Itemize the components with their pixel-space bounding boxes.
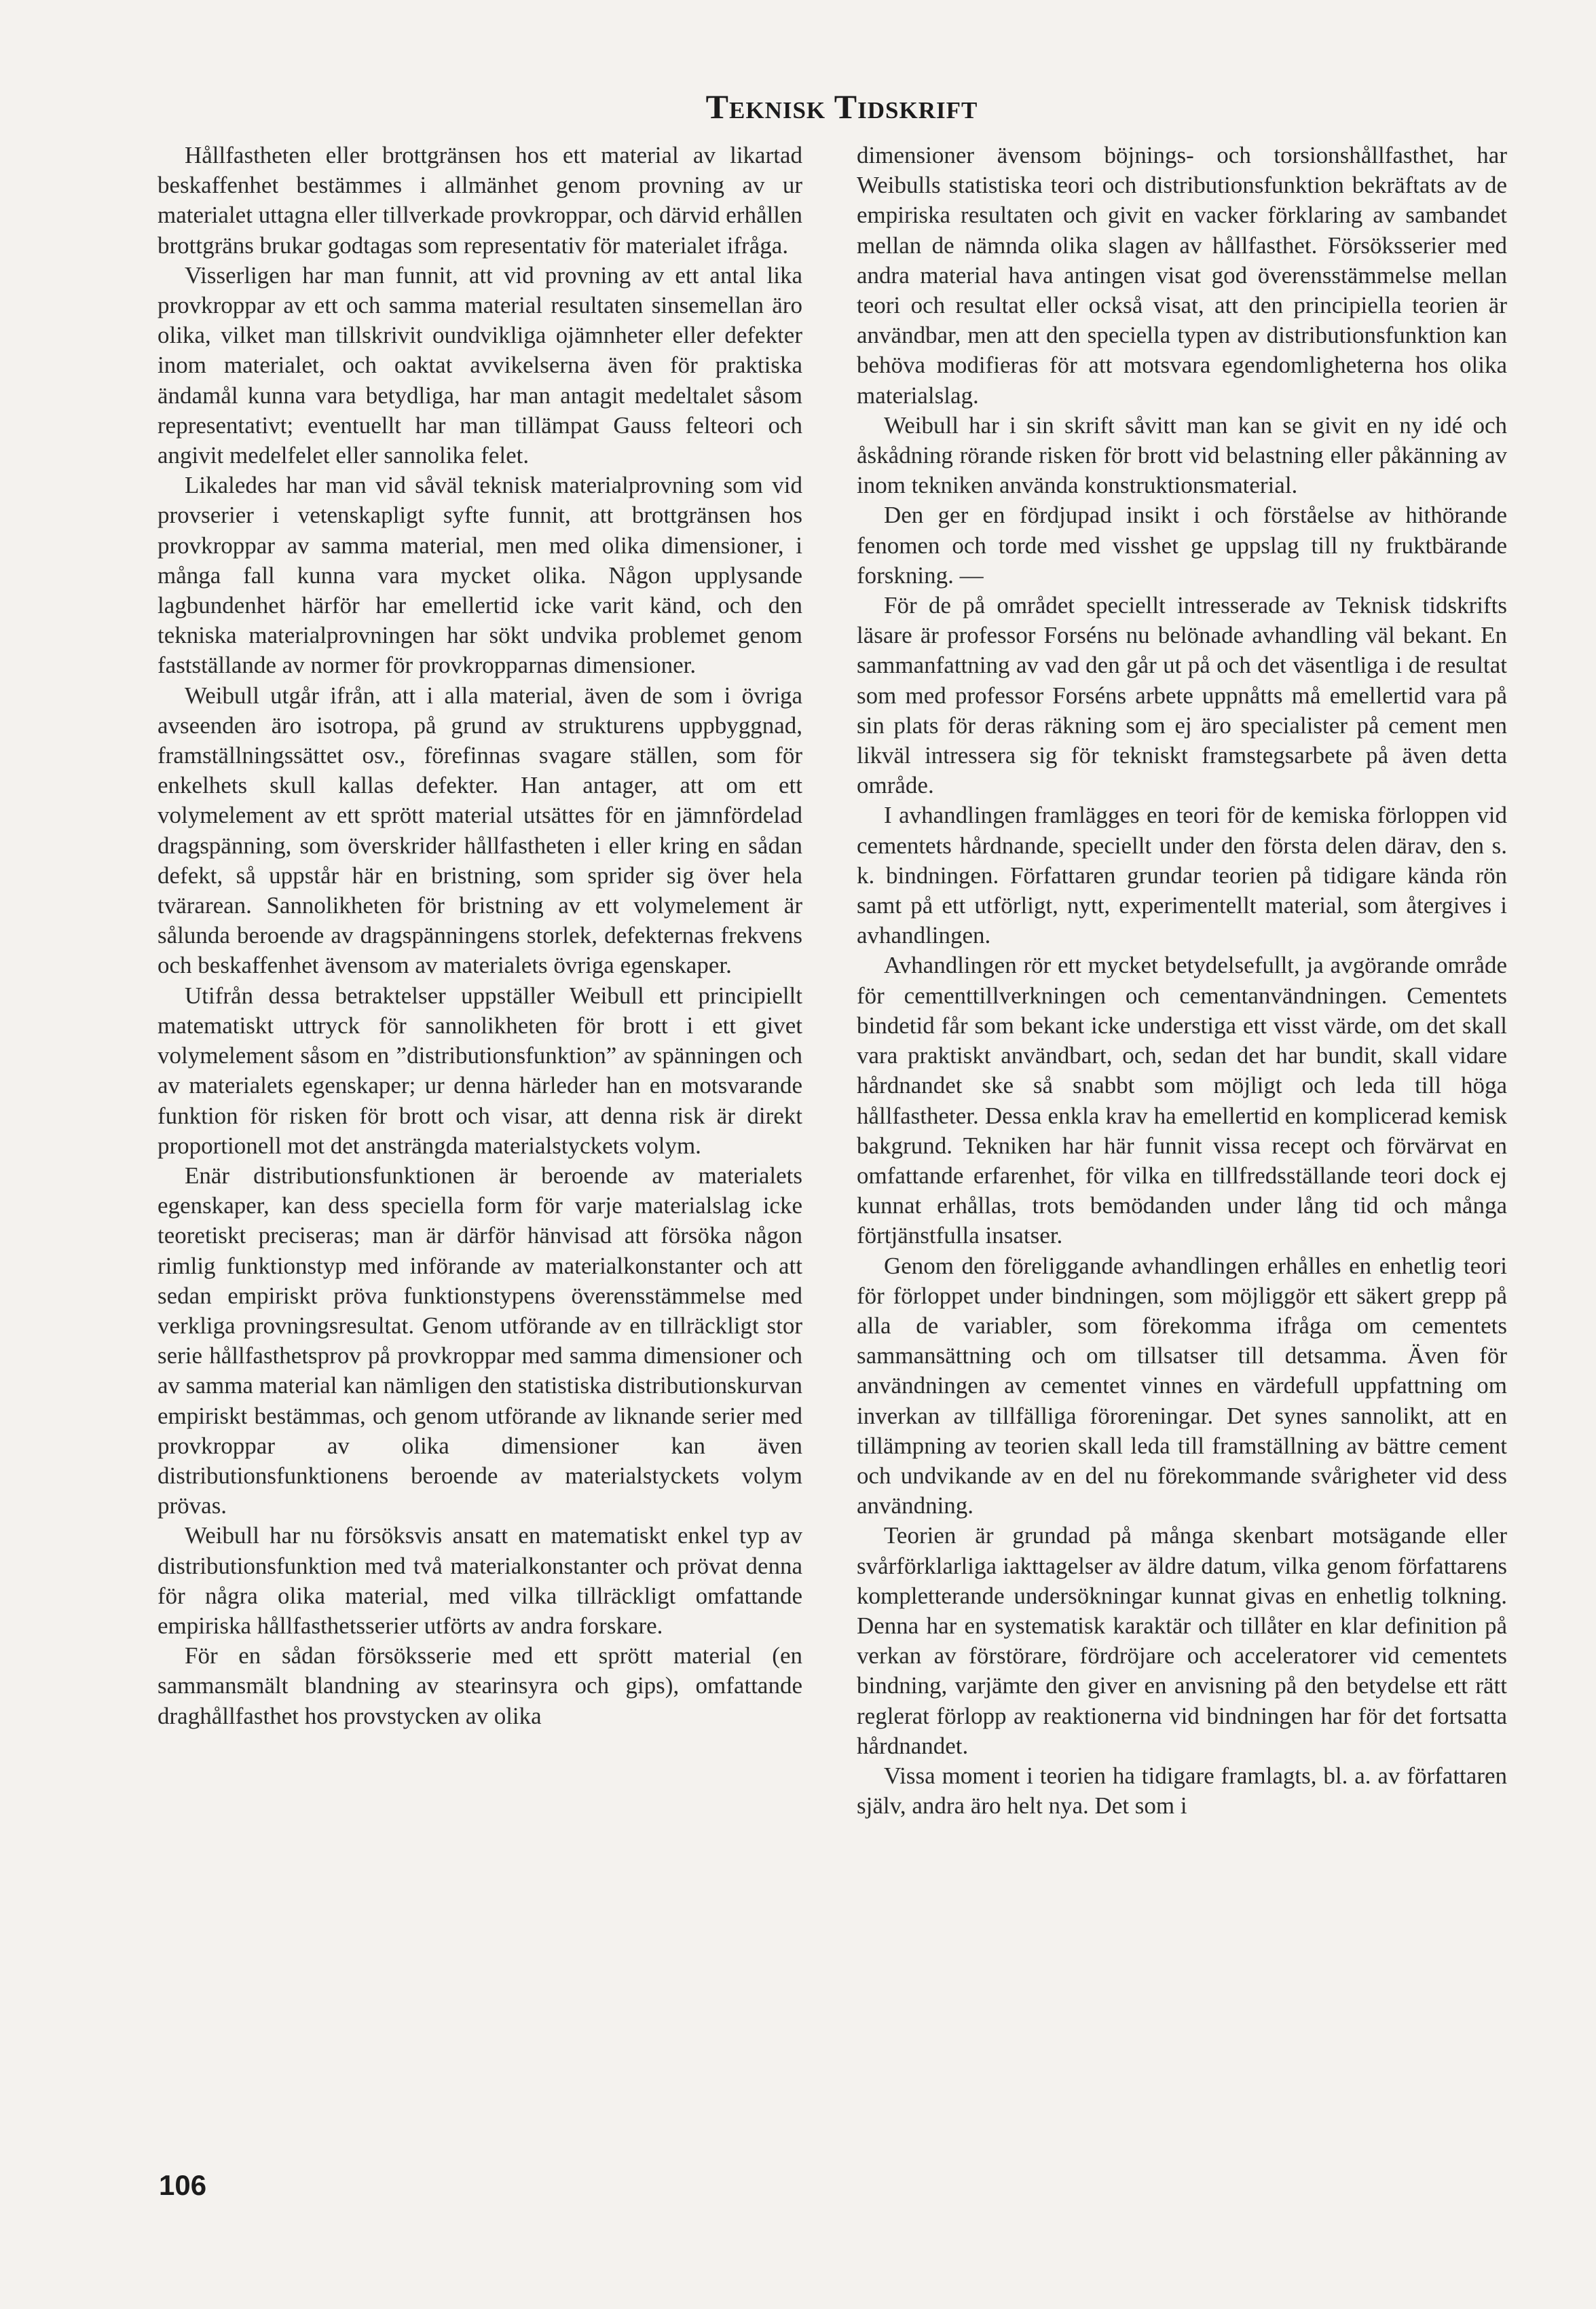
paragraph: Avhandlingen rör ett mycket betydelsefullt, ja avgörande område för cementtillverkningen och cementanvändningen. Cementets bindetid får som bekant icke understiga ett visst värde, om det skall vara praktiskt användbart, och, sedan det har bundit, skall vidare hårdnandet ske så snabbt som möjligt och leda till höga hållfastheter. Dessa enkla krav ha emellertid en komplicerad kemisk bakgrund. Tekniken har här funnit vissa recept och förvärvat en omfattande erfarenhet, för vilka en tillfredsställande teori dock ej kunnat erhållas, trots bemödanden under lång tid och många förtjänstfulla insatser. (857, 952, 1507, 1249)
paragraph: För en sådan försöksserie med ett sprött material (en sammansmält blandning av stearinsyra och gips), omfattande draghållfasthet hos provstycken av olika (157, 1642, 802, 1729)
left-text-column (157, 141, 802, 1731)
paragraph: För de på området speciellt intresserade av Teknisk tidskrifts läsare är professor Forséns nu belönade avhandling väl bekant. En sammanfattning av vad den går ut på och det väsentliga i de resultat som med professor Forséns arbete uppnåtts må emellertid vara på sin plats för deras räkning som ej äro specialister på cement men likväl intressera sig för tekniskt framstegsarbete på även detta område. (857, 592, 1507, 799)
paragraph: Hållfastheten eller brottgränsen hos ett material av likartad beskaffenhet bestämmes i allmänhet genom provning av ur materialet uttagna eller tillverkade provkroppar, och därvid erhållen brottgräns brukar godtagas som representativ för materialet ifråga. (157, 142, 802, 259)
paragraph: Weibull har i sin skrift såvitt man kan se givit en ny idé och åskådning rörande risken för brott vid belastning eller påkänning av inom tekniken använda konstruktionsmaterial. (857, 411, 1507, 499)
paragraph: Vissa moment i teorien ha tidigare framlagts, bl. a. av författaren själv, andra äro helt nya. Det som i (857, 1762, 1507, 1820)
page-number: 106 (159, 2169, 207, 2201)
paragraph: Weibull har nu försöksvis ansatt en matematiskt enkel typ av distributionsfunktion med två materialkonstanter och prövat denna för några olika material, med vilka tillräckligt omfattande empiriska hållfasthetsserier utförts av andra forskare. (157, 1522, 802, 1639)
paragraph: Weibull utgår ifrån, att i alla material, även de som i övriga avseenden äro isotropa, på grund av strukturens uppbyggnad, framställningssättet osv., förefinnas svagare ställen, som för enkelhets skull kallas defekter. Han antager, att om ett volymelement av ett sprött material utsättes för en jämnfördelad dragspänning, som överskrider hållfastheten i eller kring en sådan defekt, så uppstår här en bristning, som sprider sig över hela tvärarean. Sannolikheten för bristning av ett volymelement är sålunda beroende av dragspänningens storlek, defekternas frekvens och beskaffenhet ävensom av materialets övriga egenskaper. (157, 682, 802, 979)
right-text-column (857, 141, 1507, 1821)
journal-masthead: Teknisk Tidskrift (705, 88, 978, 126)
paragraph: Genom den föreliggande avhandlingen erhålles en enhetlig teori för förloppet under bindningen, som möjliggör ett säkert grepp på alla de variabler, som förekomma ifråga om cementets sammansättning och om tillsatser till detsamma. Även för användningen av cementet vinnes en värdefull uppfattning om inverkan av tillfälliga föroreningar. Det synes sannolikt, att en tillämpning av teorien skall leda till framställning av bättre cement och undvikande av en del nu förekommande svårigheter vid dess användning. (857, 1252, 1507, 1519)
paragraph: Teorien är grundad på många skenbart motsägande eller svårförklarliga iakttagelser av äldre datum, vilka genom författarens kompletterande undersökningar kunnat givas en enhetlig tolkning. Denna har en systematisk karaktär och tillåter en klar definition på verkan av förstörare, fördröjare och acceleratorer vid cementets bindning, varjämte den giver en anvisning på den betydelse ett rätt reglerat förlopp av reaktionerna vid bindningen har för det fortsatta hårdnandet. (857, 1522, 1507, 1759)
paragraph: Utifrån dessa betraktelser uppställer Weibull ett principiellt matematiskt uttryck för sannolikheten för brott i ett givet volymelement såsom en ”distributionsfunktion” av spänningen och av materialets egenskaper; ur denna härleder han en motsvarande funktion för risken för brott och visar, att denna risk är direkt proportionell mot det ansträngda materialstyckets volym. (157, 982, 802, 1159)
paragraph: Likaledes har man vid såväl teknisk materialprovning som vid provserier i vetenskapligt syfte funnit, att brottgränsen hos provkroppar av samma material, men med olika dimensioner, i många fall kunna vara mycket olika. Någon upplysande lagbundenhet härför har emellertid icke varit känd, och den tekniska materialprovningen har sökt undvika problemet genom fastställande av normer för provkropparnas dimensioner. (157, 472, 802, 679)
paragraph: Visserligen har man funnit, att vid provning av ett antal lika provkroppar av ett och samma material resultaten sinsemellan äro olika, vilket man tillskrivit oundvikliga ojämnheter eller defekter inom materialet, och oaktat avvikelserna även för praktiska ändamål kunna vara betydliga, har man antagit medeltalet såsom representativt; eventuellt har man tillämpat Gauss felteori och angivit medelfelet eller sannolika felet. (157, 261, 802, 469)
paragraph: Den ger en fördjupad insikt i och förståelse av hithörande fenomen och torde med visshet ge uppslag till ny fruktbärande forskning. — (857, 502, 1507, 589)
paragraph: I avhandlingen framlägges en teori för de kemiska förloppen vid cementets hårdnande, speciellt under den första delen därav, den s. k. bindningen. Författaren grundar teorien på tidigare kända rön samt på ett utförligt, nytt, experimentellt material, som återgives i avhandlingen. (857, 802, 1507, 949)
paragraph: Enär distributionsfunktionen är beroende av materialets egenskaper, kan dess speciella form för varje materialslag icke teoretiskt preciseras; man är därför hänvisad att försöka någon rimlig funktionstyp med införande av materialkonstanter och att sedan empiriskt pröva funktionstypens överensstämmelse med verkliga provningsresultat. Genom utförande av en tillräckligt stor serie hållfasthetsprov på provkroppar med samma dimensioner och av samma material kan nämligen den statistiska distributionskurvan empiriskt bestämmas, och genom utförande av liknande serier med provkroppar av olika dimensioner kan även distributionsfunktionens beroende av materialstyckets volym prövas. (157, 1162, 802, 1519)
paragraph: dimensioner ävensom böjnings- och torsionshållfasthet, har Weibulls statistiska teori och distributionsfunktion bekräftats av de empiriska resultaten och givit en vacker förklaring av sambandet mellan de nämnda olika slagen av hållfasthet. Försöksserier med andra material hava antingen visat god överensstämmelse mellan teori och resultat eller också visat, att den principiella teorien är användbar, men att den speciella typen av distributionsfunktion kan behöva modifieras för att motsvara egendomligheterna hos olika materialslag. (857, 142, 1507, 409)
